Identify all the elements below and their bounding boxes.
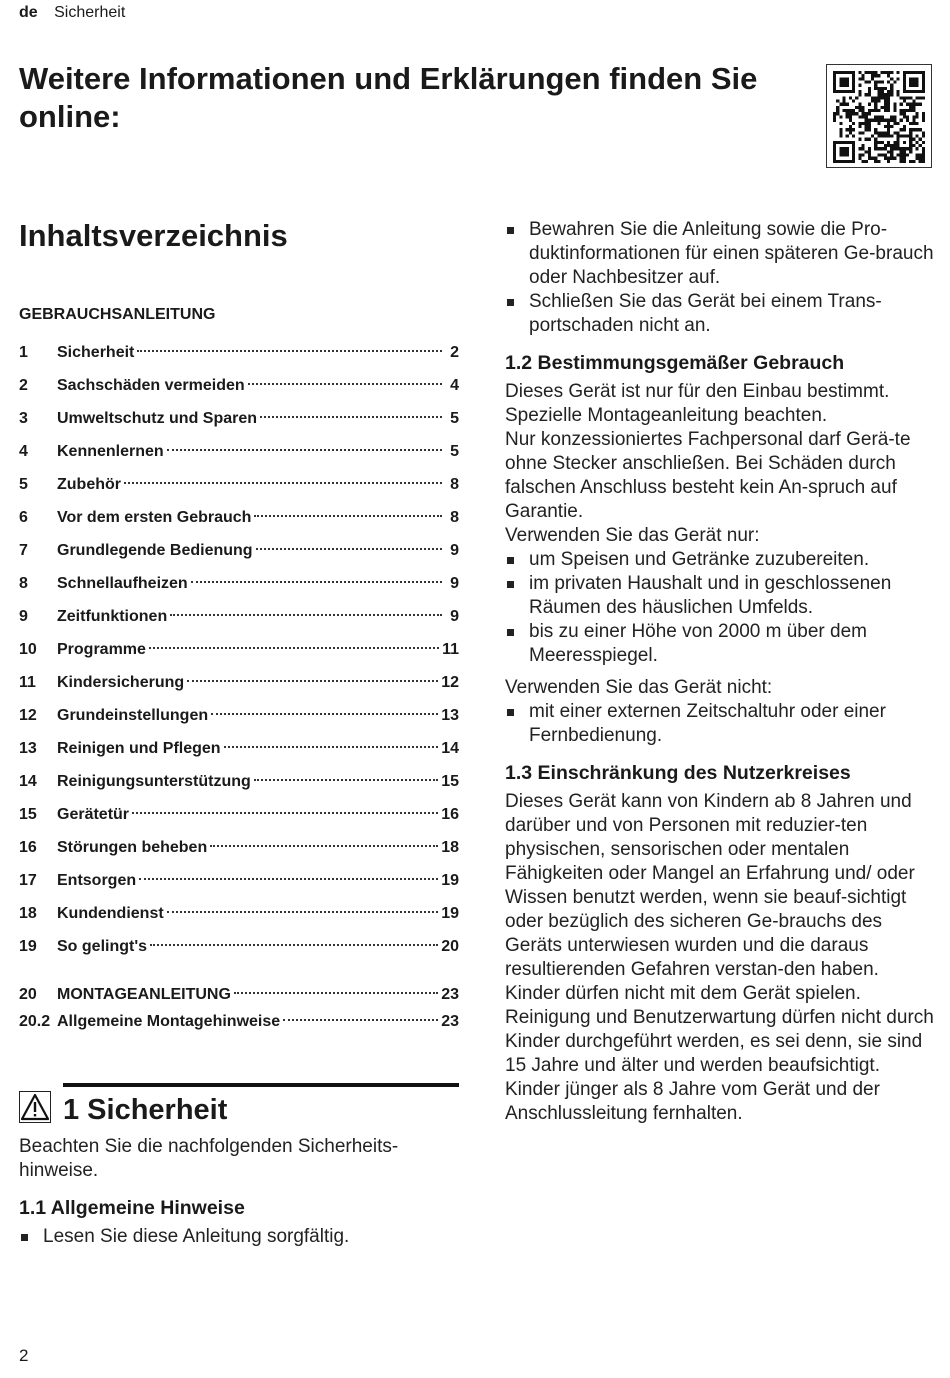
chapter-heading [19, 1083, 459, 1127]
toc-entry-page: 2 [450, 344, 459, 361]
chapter-title: 1 Sicherheit [63, 1094, 228, 1126]
toc-entry[interactable] [19, 501, 459, 534]
toc-entry-number: 4 [19, 443, 28, 460]
toc-entry-label: Gerätetür [57, 806, 130, 823]
paragraph: Dieses Gerät ist nur für den Einbau bestimmt. Spezielle Montageanleitung beachten. [505, 381, 890, 426]
toc-entry-number: 9 [19, 608, 28, 625]
toc-entry-page: 9 [450, 608, 459, 625]
paragraph: Verwenden Sie das Gerät nicht: [505, 677, 773, 698]
toc-entry-page: 18 [441, 839, 459, 856]
toc-entry-number: 13 [19, 740, 37, 757]
toc-title: Inhaltsverzeichnis [19, 218, 288, 253]
toc-entry-number: 19 [19, 938, 37, 955]
toc-entry-page: 13 [441, 707, 459, 724]
toc-entry[interactable] [19, 732, 459, 765]
toc-entry-page: 11 [442, 641, 459, 658]
toc-entry[interactable] [19, 897, 459, 930]
toc-entry[interactable] [19, 435, 459, 468]
toc-leader-dots [139, 878, 438, 880]
section-heading-1-2: 1.2 Bestimmungsgemäßer Gebrauch [505, 352, 845, 374]
toc-entry-number: 20 [19, 986, 37, 1003]
toc-entry[interactable] [19, 666, 459, 699]
header-section: Sicherheit [54, 4, 126, 21]
toc-entry[interactable] [19, 765, 459, 798]
toc-leader-dots [132, 812, 438, 814]
toc-entry-label: Reinigungsunterstützung [57, 773, 251, 790]
bullet-item: um Speisen und Getränke zuzubereiten. [505, 548, 941, 572]
toc-list [19, 336, 459, 1035]
online-info-title: Weitere Informationen und Erklärungen finden Sie online: [19, 61, 758, 134]
toc-leader-dots [137, 350, 442, 352]
language-code: de [19, 4, 38, 21]
toc-entry-page: 20 [441, 938, 459, 955]
bullet-item: Schließen Sie das Gerät bei einem Trans-portschaden nicht an. [505, 290, 941, 338]
toc-leader-dots [254, 515, 442, 517]
toc-entry[interactable] [19, 699, 459, 732]
toc-entry-number: 16 [19, 839, 37, 856]
toc-entry[interactable] [19, 864, 459, 897]
toc-leader-dots [187, 680, 438, 682]
running-header [19, 4, 125, 22]
bullet-list [505, 548, 941, 668]
toc-entry-number: 6 [19, 509, 28, 526]
toc-entry-number: 11 [19, 674, 36, 691]
toc-entry-number: 2 [19, 377, 28, 394]
paragraph: Verwenden Sie das Gerät nur: [505, 525, 760, 546]
toc-leader-dots [170, 614, 442, 616]
toc-leader-dots [211, 713, 438, 715]
toc-entry-number: 3 [19, 410, 28, 427]
toc-entry-label: Allgemeine Montagehinweise [57, 1013, 281, 1030]
toc-leader-dots [150, 944, 438, 946]
toc-leader-dots [149, 647, 439, 649]
toc-entry-label: Entsorgen [57, 872, 137, 889]
toc-entry-number: 18 [19, 905, 37, 922]
toc-entry-label: Kennenlernen [57, 443, 164, 460]
toc-entry-label: Grundlegende Bedienung [57, 542, 253, 559]
toc-entry-page: 9 [450, 575, 459, 592]
toc-entry[interactable] [19, 336, 459, 369]
bullet-item: im privaten Haushalt und in geschlossenen Räumen des häuslichen Umfelds. [505, 572, 941, 620]
toc-entry-number: 17 [19, 872, 37, 889]
toc-entry-page: 8 [450, 509, 459, 526]
toc-entry-label: So gelingt's [57, 938, 148, 955]
bullet-item: Lesen Sie diese Anleitung sorgfältig. [19, 1225, 459, 1249]
toc-leader-dots [167, 449, 442, 451]
qr-code-icon[interactable] [826, 64, 932, 168]
toc-entry-number: 7 [19, 542, 28, 559]
toc-leader-dots [124, 482, 442, 484]
paragraph: Kinder jünger als 8 Jahre vom Gerät und der Anschlussleitung fernhalten. [505, 1079, 880, 1124]
toc-entry-page: 23 [441, 1013, 459, 1030]
toc-leader-dots [283, 1019, 438, 1021]
toc-entry-label: Sachschäden vermeiden [57, 377, 245, 394]
toc-entry-number: 20.2 [19, 1013, 51, 1030]
toc-leader-dots [191, 581, 442, 583]
page-number: 2 [19, 1346, 29, 1365]
toc-entry-page: 19 [441, 905, 459, 922]
toc-entry-number: 15 [19, 806, 37, 823]
toc-entry-label: Zeitfunktionen [57, 608, 168, 625]
bullet-list [505, 700, 941, 748]
toc-leader-dots [260, 416, 442, 418]
toc-entry-montage-sub[interactable] [19, 1008, 459, 1035]
left-column [19, 216, 459, 1249]
toc-entry[interactable] [19, 534, 459, 567]
toc-entry-label: MONTAGEANLEITUNG [57, 986, 231, 1003]
toc-entry[interactable] [19, 468, 459, 501]
toc-leader-dots [256, 548, 442, 550]
paragraph: Reinigung und Benutzerwartung dürfen nicht durch Kinder durchgeführt werden, es sei denn, sie sind 15 Jahre und älter und werden beaufsichtigt. [505, 1007, 934, 1076]
toc-entry[interactable] [19, 369, 459, 402]
toc-entry-page: 19 [441, 872, 459, 889]
toc-entry[interactable] [19, 567, 459, 600]
bullet-item: Bewahren Sie die Anleitung sowie die Pro-duktinformationen für einen späteren Ge-brauch oder Nachbesitzer auf. [505, 218, 941, 290]
toc-entry-page: 15 [441, 773, 459, 790]
toc-entry-label: Kundendienst [57, 905, 164, 922]
toc-leader-dots [210, 845, 438, 847]
bullet-list [505, 218, 941, 338]
toc-entry-page: 4 [450, 377, 459, 394]
toc-entry-label: Sicherheit [57, 344, 135, 361]
toc-entry-number: 5 [19, 476, 28, 493]
bullet-list [19, 1225, 459, 1249]
toc-entry-number: 1 [19, 344, 28, 361]
bullet-item: mit einer externen Zeitschaltuhr oder einer Fernbedienung. [505, 700, 941, 748]
toc-entry-number: 12 [19, 707, 37, 724]
toc-entry[interactable] [19, 930, 459, 963]
toc-leader-dots [167, 911, 439, 913]
warning-triangle-icon [19, 1091, 51, 1123]
toc-entry-number: 8 [19, 575, 28, 592]
paragraph: Nur konzessioniertes Fachpersonal darf Gerä-te ohne Stecker anschließen. Bei Schäden durch falschen Anschluss besteht kein An-spruch auf Garantie. [505, 429, 911, 522]
bullet-item: bis zu einer Höhe von 2000 m über dem Meeresspiegel. [505, 620, 941, 668]
toc-leader-dots [234, 992, 438, 994]
toc-entry-label: Vor dem ersten Gebrauch [57, 509, 252, 526]
section-heading-1-1: 1.1 Allgemeine Hinweise [19, 1197, 245, 1219]
toc-entry[interactable] [19, 402, 459, 435]
toc-leader-dots [224, 746, 439, 748]
toc-entry-label: Programme [57, 641, 146, 658]
toc-entry[interactable] [19, 831, 459, 864]
toc-entry-label: Grundeinstellungen [57, 707, 209, 724]
toc-entry-number: 14 [19, 773, 37, 790]
toc-entry-label: Zubehör [57, 476, 121, 493]
toc-leader-dots [248, 383, 442, 385]
toc-leader-dots [254, 779, 438, 781]
chapter-intro: Beachten Sie die nachfolgenden Sicherheits-hinweise. [19, 1136, 399, 1181]
toc-entry[interactable] [19, 600, 459, 633]
toc-entry-label: Schnellaufheizen [57, 575, 188, 592]
toc-entry-page: 8 [450, 476, 459, 493]
toc-entry-page: 16 [441, 806, 459, 823]
right-column [505, 218, 941, 1126]
toc-entry-montage[interactable] [19, 982, 459, 1008]
toc-entry-page: 14 [441, 740, 459, 757]
qr-code-graphic [833, 71, 925, 163]
paragraph: Kinder dürfen nicht mit dem Gerät spielen. [505, 983, 861, 1004]
toc-entry-page: 12 [441, 674, 459, 691]
toc-entry-label: Reinigen und Pflegen [57, 740, 221, 757]
toc-entry-page: 5 [450, 443, 459, 460]
paragraph: Dieses Gerät kann von Kindern ab 8 Jahren und darüber und von Personen mit reduzier-ten physischen, sensorischen oder mentalen Fähigkeiten oder Mangel an Erfahrung und/ oder Wissen benutzt werden, wenn sie beauf-sichtigt oder bezüglich des sicheren Ge-brauchs des Geräts unterwiesen wurden und die daraus resultierenden Gefahren verstan-den haben. [505, 791, 915, 980]
toc-entry-label: Umweltschutz und Sparen [57, 410, 258, 427]
toc-entry[interactable] [19, 633, 459, 666]
section-heading-1-3: 1.3 Einschränkung des Nutzerkreises [505, 762, 851, 784]
toc-entry-page: 5 [450, 410, 459, 427]
toc-entry-page: 9 [450, 542, 459, 559]
toc-entry-page: 23 [441, 986, 459, 1003]
toc-section-label: GEBRAUCHSANLEITUNG [19, 306, 216, 323]
toc-entry-label: Kindersicherung [57, 674, 185, 691]
toc-entry-number: 10 [19, 641, 37, 658]
toc-entry[interactable] [19, 798, 459, 831]
toc-entry-label: Störungen beheben [57, 839, 208, 856]
